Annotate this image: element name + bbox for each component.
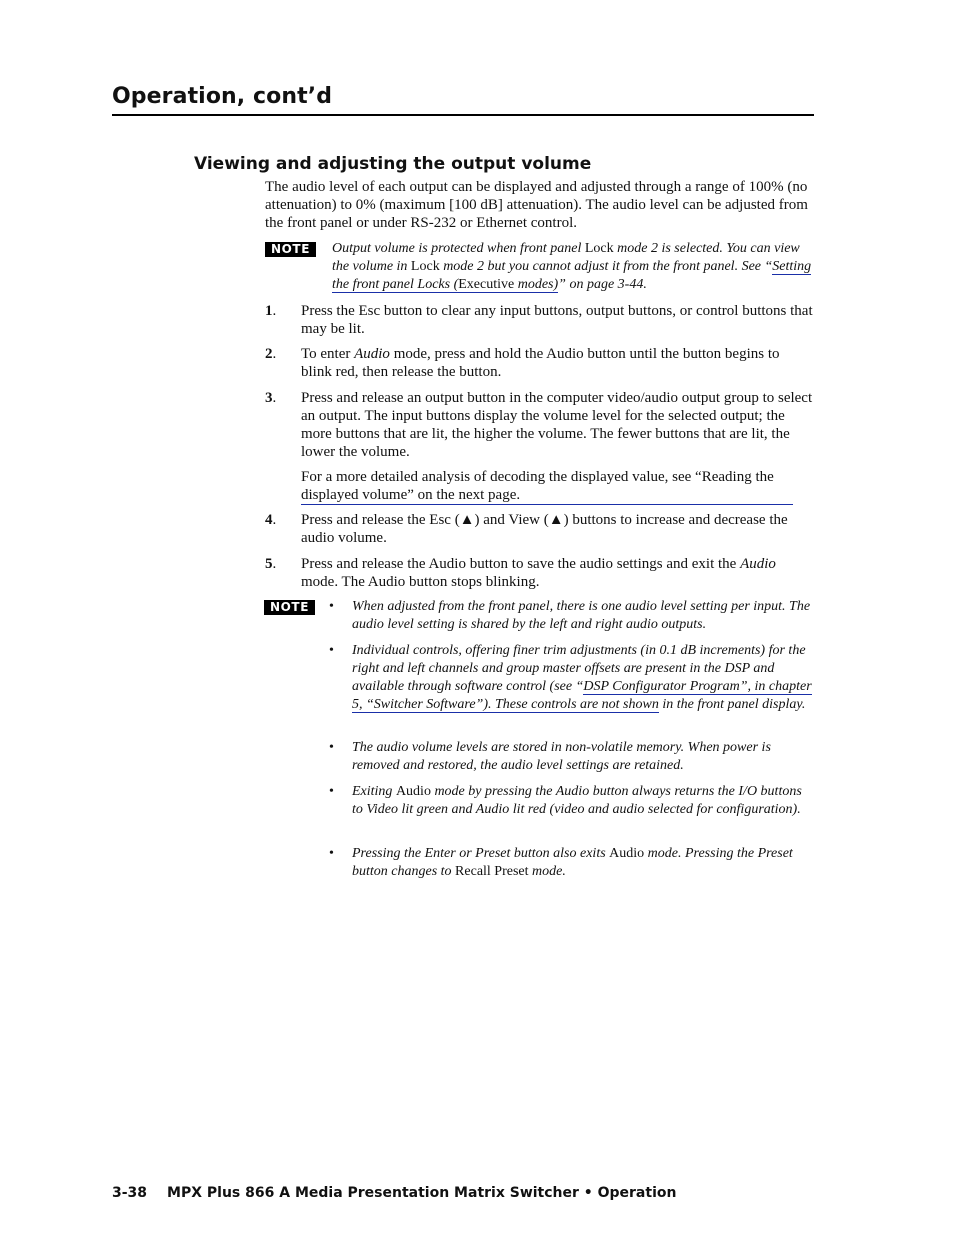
- dsp-configurator-link[interactable]: DSP Configurator Program”, in chapter 5, “Switcher Software”). These controls are not shown: [352, 679, 812, 712]
- link-text: Setting the front panel Locks (: [332, 259, 812, 292]
- step-number: 1: [265, 303, 273, 319]
- bullet-text: The audio volume levels are stored in non-volatile memory. When power is removed and restored, the audio level settings are retained.: [352, 740, 771, 773]
- step-text: Press the Esc button to clear any input buttons, output buttons, or control buttons that may be lit.: [301, 303, 813, 337]
- step-5: 5. Press and release the Audio button to save the audio settings and exit the Audio mode. The Audio button stops blinking.: [265, 555, 813, 591]
- note-2-bullet-2: [329, 642, 815, 714]
- note-1-lock: Lock: [410, 259, 440, 274]
- step-text-part: Press and release the Audio button to save the audio settings and exit the: [301, 556, 741, 572]
- step-text: [301, 555, 813, 591]
- bullet-text-part: Exiting: [352, 784, 396, 799]
- page-header-title: Operation, cont’d: [112, 84, 333, 109]
- step-2: 2. To enter Audio mode, press and hold the Audio button until the button begins to blink red, then release the button.: [265, 345, 813, 381]
- link-text: Executive: [458, 277, 515, 292]
- page-footer: [112, 1185, 676, 1201]
- note-1-part: Output volume is protected when front panel: [332, 241, 585, 256]
- step-3: 3. Press and release an output button in the computer video/audio output group to select an output. The input buttons display the volume level for the selected output; the more buttons that are lit, the higher the volume. The fewer buttons that are lit, the lower the volume.: [265, 390, 813, 460]
- note-1-part: ” on page 3-44.: [558, 277, 647, 292]
- bullet: •: [329, 784, 334, 799]
- page-number: 3-38: [112, 1185, 148, 1201]
- bullet-text-part: Pressing the Enter or Preset button also exits: [352, 846, 610, 861]
- note-badge: NOTE: [264, 600, 315, 615]
- bullet-text: [352, 642, 815, 714]
- header-rule: [112, 114, 814, 116]
- note-2-bullet-5: [329, 845, 815, 881]
- note-2-bullet-3: [329, 739, 815, 775]
- step-number: 4: [265, 512, 273, 528]
- bullet-text-part: mode by pressing the Audio button always returns the I/O buttons to Video lit green and Audio lit red (video and audio selected for configuration).: [352, 784, 802, 817]
- step-text-emphasis: Audio: [740, 556, 776, 572]
- bullet-text-roman: Audio: [609, 846, 645, 861]
- step-text-part: To enter: [301, 346, 355, 362]
- bullet: •: [329, 643, 334, 658]
- note-1-lock: Lock: [584, 241, 614, 256]
- bullet-text-roman: Audio: [395, 784, 431, 799]
- bullet-text-roman: Recall Preset: [455, 864, 529, 879]
- note-1-part: mode 2 is selected. You can view the volume in: [332, 241, 800, 274]
- step-text-part: mode. The Audio button stops blinking.: [301, 574, 540, 590]
- step-text-emphasis: Audio: [354, 346, 390, 362]
- note-1-part: mode 2 but you cannot adjust it from the front panel. See “: [439, 259, 773, 274]
- bullet-text-part: Individual controls, offering finer trim adjustments (in 0.1 dB increments) for the right and left channels and group master offsets are present in the DSP and available through software control (see “: [352, 643, 806, 694]
- bullet-text-part: mode. Pressing the Preset button changes to: [352, 846, 793, 879]
- note-2-bullet-1: [329, 598, 815, 634]
- step-number: 5: [265, 556, 273, 572]
- intro-paragraph: The audio level of each output can be displayed and adjusted through a range of 100% (no attenuation) to 0% (maximum [100 dB] attenuation). The audio level can be adjusted from the front panel or under RS-232 or Ethernet control.: [265, 179, 808, 231]
- step-text-part: mode, press and hold the Audio button until the button begins to blink red, then release the button.: [301, 346, 780, 380]
- note-1-text: [332, 240, 814, 294]
- bullet: •: [329, 740, 334, 755]
- step-text: Press and release the Esc (▲) and View (▲) buttons to increase and decrease the audio volume.: [301, 512, 788, 546]
- note-2-bullet-4: [329, 783, 815, 819]
- note-badge: NOTE: [265, 242, 316, 257]
- step-text: Press and release an output button in the computer video/audio output group to select an output. The input buttons display the volume level for the selected output; the more buttons that are lit, the higher the volume. The fewer buttons that are lit, the lower the volume.: [301, 390, 813, 460]
- step-text: [301, 345, 813, 381]
- step-1: 1. Press the Esc button to clear any input buttons, output buttons, or control buttons that may be lit.: [265, 303, 813, 337]
- bullet: •: [329, 599, 334, 614]
- bullet: •: [329, 846, 334, 861]
- section-title: Viewing and adjusting the output volume: [194, 154, 592, 174]
- bullet-text: [352, 845, 815, 881]
- step-number: 3: [265, 390, 273, 406]
- reading-displayed-volume-link[interactable]: For a more detailed analysis of decoding the displayed value, see “Reading the displayed volume” on the next page.: [301, 468, 793, 505]
- bullet-text: When adjusted from the front panel, there is one audio level setting per input. The audio level setting is shared by the left and right audio outputs.: [352, 599, 811, 632]
- step-number: 2: [265, 346, 273, 362]
- footer-text: MPX Plus 866 A Media Presentation Matrix Switcher • Operation: [167, 1185, 677, 1201]
- bullet-text-part: mode.: [528, 864, 566, 879]
- step-4: 4. Press and release the Esc (▲) and View (▲) buttons to increase and decrease the audio volume.: [265, 511, 813, 547]
- bullet-text-part: in the front panel display.: [658, 697, 806, 712]
- bullet-text: [352, 783, 815, 819]
- link-text: modes): [514, 277, 559, 292]
